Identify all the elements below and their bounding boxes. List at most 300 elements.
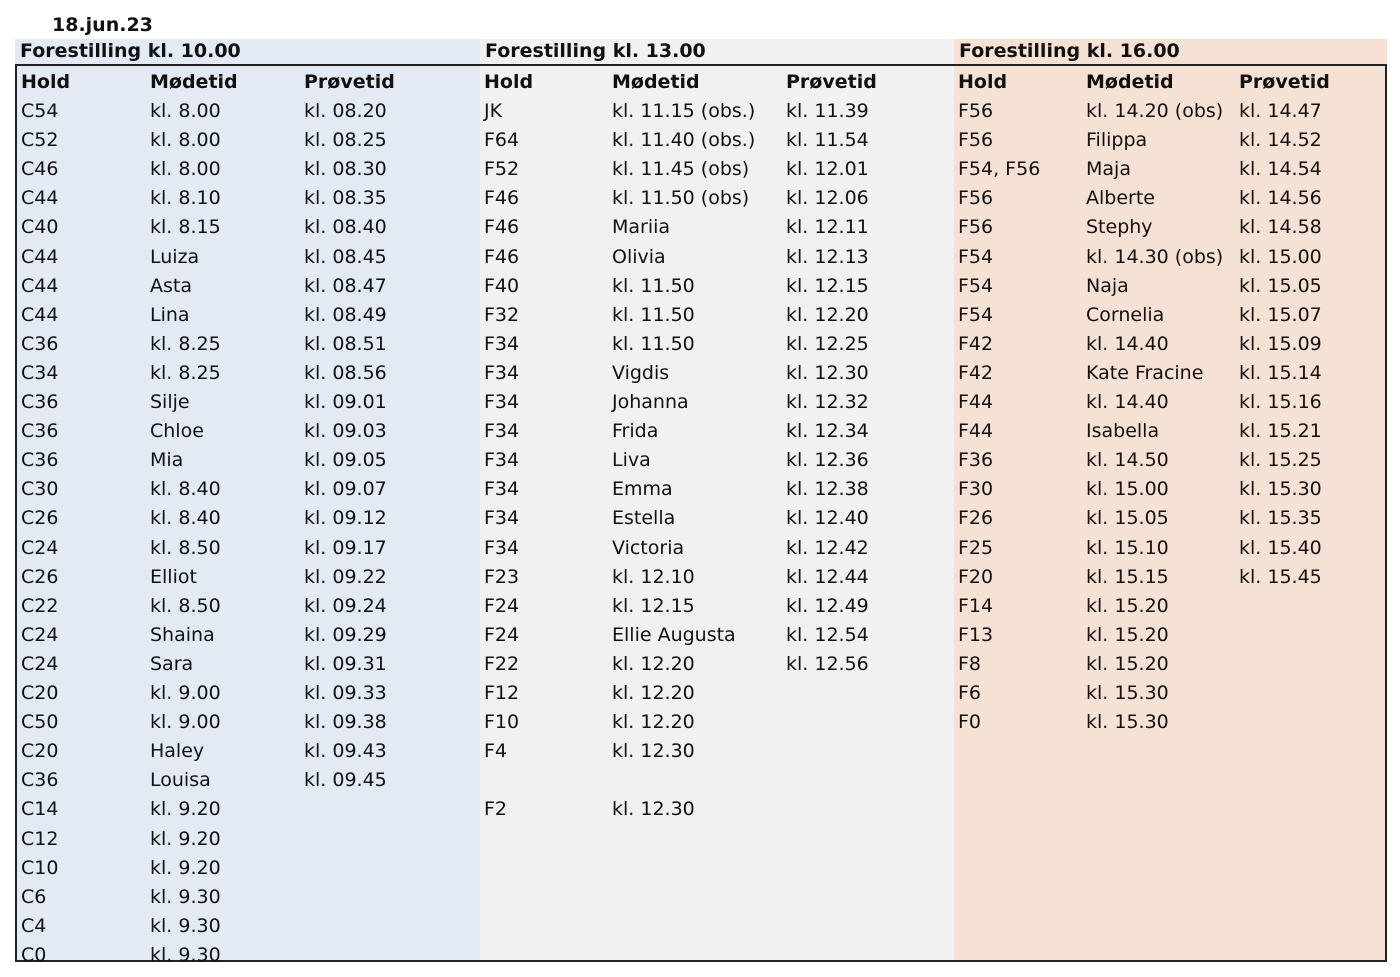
table-row (954, 446, 1385, 475)
hold-cell: F46 (484, 187, 520, 210)
table-row (954, 126, 1385, 155)
hold-cell: C6 (21, 885, 47, 908)
hold-cell: F44 (958, 420, 994, 443)
hold-cell: C54 (21, 100, 59, 122)
provetid-cell: kl. 12.25 (786, 332, 869, 355)
hold-cell: C50 (21, 711, 59, 734)
modetid-cell: kl. 9.30 (150, 914, 221, 937)
hold-cell: C14 (21, 798, 59, 821)
modetid-cell: kl. 9.20 (150, 856, 221, 879)
provetid-cell: kl. 15.05 (1239, 274, 1322, 297)
hold-cell: C4 (21, 914, 47, 937)
modetid-cell: kl. 11.50 (obs) (612, 187, 750, 210)
modetid-cell: kl. 8.25 (150, 332, 221, 355)
provetid-cell: kl. 15.16 (1239, 391, 1322, 413)
table-row (954, 213, 1385, 242)
header-hold: Hold (958, 71, 1008, 93)
hold-cell: C0 (21, 943, 47, 966)
provetid-cell: kl. 12.38 (786, 478, 869, 501)
provetid-cell: kl. 09.07 (304, 478, 387, 501)
hold-cell: C26 (21, 507, 59, 530)
hold-cell: F2 (484, 798, 508, 821)
hold-cell: F40 (484, 274, 520, 297)
hold-cell: C34 (21, 361, 59, 384)
provetid-cell: kl. 15.30 (1239, 478, 1322, 501)
hold-cell: C40 (21, 216, 59, 239)
modetid-cell: kl. 8.00 (150, 158, 221, 181)
header-provetid: Prøvetid (1239, 71, 1330, 93)
table-row (954, 388, 1385, 417)
provetid-cell: kl. 12.15 (786, 274, 869, 297)
table-row (480, 708, 954, 737)
hold-cell: F64 (484, 129, 520, 152)
modetid-cell: Johanna (612, 391, 689, 413)
hold-cell: C20 (21, 682, 59, 704)
modetid-cell: kl. 8.40 (150, 507, 221, 530)
header-hold: Hold (21, 71, 71, 93)
modetid-cell: kl. 15.10 (1086, 536, 1169, 559)
modetid-cell: Maja (1086, 158, 1131, 181)
table-row (17, 650, 480, 679)
schedule-section-1600 (954, 64, 1387, 962)
hold-cell: C26 (21, 565, 59, 588)
provetid-cell: kl. 08.20 (304, 100, 387, 122)
table-row (480, 243, 954, 272)
table-row (954, 417, 1385, 446)
modetid-cell: kl. 15.30 (1086, 711, 1169, 734)
table-row (17, 272, 480, 301)
hold-cell: F34 (484, 507, 520, 530)
provetid-cell: kl. 12.32 (786, 391, 869, 413)
modetid-cell: kl. 14.40 (1086, 391, 1169, 413)
modetid-cell: kl. 15.20 (1086, 623, 1169, 646)
hold-cell: F14 (958, 594, 994, 617)
modetid-cell: kl. 9.20 (150, 827, 221, 850)
hold-cell: F56 (958, 216, 994, 239)
hold-cell: C46 (21, 158, 59, 181)
hold-cell: F0 (958, 711, 982, 734)
provetid-cell: kl. 12.36 (786, 449, 869, 472)
modetid-cell: kl. 8.15 (150, 216, 221, 239)
hold-cell: C10 (21, 856, 59, 879)
hold-cell: C36 (21, 391, 59, 413)
provetid-cell: kl. 09.05 (304, 449, 387, 472)
table-row (480, 563, 954, 592)
provetid-cell: kl. 15.45 (1239, 565, 1322, 588)
schedule-section-1000 (15, 64, 482, 966)
modetid-cell: Louisa (150, 769, 211, 792)
hold-cell: F8 (958, 652, 982, 675)
modetid-cell: kl. 15.15 (1086, 565, 1169, 588)
provetid-cell: kl. 15.00 (1239, 245, 1322, 268)
table-row (954, 243, 1385, 272)
table-row (17, 941, 480, 970)
provetid-cell: kl. 12.54 (786, 623, 869, 646)
section-title-1300: Forestilling kl. 13.00 (480, 39, 956, 64)
hold-cell: C36 (21, 420, 59, 443)
modetid-cell: kl. 8.00 (150, 100, 221, 122)
table-row (17, 679, 480, 708)
hold-cell: F54 (958, 303, 994, 326)
header-provetid: Prøvetid (786, 71, 877, 93)
provetid-cell: kl. 12.42 (786, 536, 869, 559)
modetid-cell: kl. 12.15 (612, 594, 695, 617)
modetid-cell: Stephy (1086, 216, 1153, 239)
table-row (17, 475, 480, 504)
modetid-cell: kl. 12.30 (612, 740, 695, 763)
table-row (17, 621, 480, 650)
modetid-cell: Sara (150, 652, 194, 675)
modetid-cell: Shaina (150, 623, 215, 646)
modetid-cell: kl. 9.20 (150, 798, 221, 821)
table-row (480, 534, 954, 563)
modetid-cell: Olivia (612, 245, 666, 268)
table-row (17, 912, 480, 941)
table-row (954, 330, 1385, 359)
hold-cell: F46 (484, 216, 520, 239)
modetid-cell: Naja (1086, 274, 1129, 297)
table-row (17, 854, 480, 883)
provetid-cell: kl. 09.43 (304, 740, 387, 763)
table-row (954, 592, 1385, 621)
header-modetid: Mødetid (1086, 71, 1174, 93)
header-modetid: Mødetid (150, 71, 238, 93)
modetid-cell: Estella (612, 507, 676, 530)
table-row (17, 446, 480, 475)
modetid-cell: kl. 11.50 (612, 332, 695, 355)
modetid-cell: kl. 14.50 (1086, 449, 1169, 472)
provetid-cell: kl. 12.44 (786, 565, 869, 588)
hold-cell: F25 (958, 536, 994, 559)
table-row (17, 795, 480, 824)
table-row (17, 243, 480, 272)
hold-cell: F54, F56 (958, 158, 1041, 181)
provetid-cell: kl. 15.35 (1239, 507, 1322, 530)
table-row (954, 563, 1385, 592)
hold-cell: C44 (21, 274, 59, 297)
table-row (17, 563, 480, 592)
hold-cell: F34 (484, 536, 520, 559)
table-row (17, 504, 480, 533)
hold-cell: C24 (21, 536, 59, 559)
provetid-cell: kl. 12.11 (786, 216, 869, 239)
provetid-cell: kl. 12.13 (786, 245, 869, 268)
modetid-cell: kl. 12.20 (612, 652, 695, 675)
table-row (480, 650, 954, 679)
hold-cell: F34 (484, 449, 520, 472)
hold-cell: F54 (958, 245, 994, 268)
modetid-cell: kl. 11.40 (obs.) (612, 129, 756, 152)
modetid-cell: kl. 15.00 (1086, 478, 1169, 501)
modetid-cell: kl. 15.05 (1086, 507, 1169, 530)
hold-cell: F34 (484, 361, 520, 384)
hold-cell: F56 (958, 129, 994, 152)
table-row (17, 825, 480, 854)
table-row (480, 679, 954, 708)
table-row (17, 301, 480, 330)
modetid-cell: Mia (150, 449, 184, 472)
modetid-cell: Lina (150, 303, 190, 326)
modetid-cell: kl. 9.30 (150, 943, 221, 966)
table-row (17, 330, 480, 359)
modetid-cell: Alberte (1086, 187, 1155, 210)
modetid-cell: Emma (612, 478, 673, 501)
hold-cell: F42 (958, 332, 994, 355)
modetid-cell: kl. 9.30 (150, 885, 221, 908)
provetid-cell: kl. 09.31 (304, 652, 387, 675)
hold-cell: C44 (21, 187, 59, 210)
hold-cell: C22 (21, 594, 59, 617)
hold-cell: F20 (958, 565, 994, 588)
modetid-cell: Mariia (612, 216, 671, 239)
hold-cell: F46 (484, 245, 520, 268)
table-row (480, 475, 954, 504)
hold-cell: F34 (484, 391, 520, 413)
provetid-cell: kl. 09.22 (304, 565, 387, 588)
hold-cell: F30 (958, 478, 994, 501)
table-row (954, 155, 1385, 184)
hold-cell: F6 (958, 682, 982, 704)
table-row (17, 126, 480, 155)
table-row (480, 592, 954, 621)
table-row (954, 708, 1385, 737)
sheet-date: 18.jun.23 (52, 14, 153, 36)
modetid-cell: kl. 15.30 (1086, 682, 1169, 704)
hold-cell: F36 (958, 449, 994, 472)
provetid-cell: kl. 09.38 (304, 711, 387, 734)
hold-cell: C30 (21, 478, 59, 501)
modetid-cell: kl. 14.40 (1086, 332, 1169, 355)
hold-cell: C12 (21, 827, 59, 850)
table-row (480, 388, 954, 417)
table-row (480, 446, 954, 475)
modetid-cell: Cornelia (1086, 303, 1165, 326)
table-row (954, 272, 1385, 301)
provetid-cell: kl. 15.14 (1239, 361, 1322, 384)
modetid-cell: kl. 12.20 (612, 682, 695, 704)
hold-cell: F52 (484, 158, 520, 181)
provetid-cell: kl. 08.25 (304, 129, 387, 152)
provetid-cell: kl. 08.51 (304, 332, 387, 355)
hold-cell: F4 (484, 740, 508, 763)
modetid-cell: Asta (150, 274, 192, 297)
provetid-cell: kl. 12.56 (786, 652, 869, 675)
table-row (480, 301, 954, 330)
modetid-cell: kl. 8.25 (150, 361, 221, 384)
modetid-cell: Victoria (612, 536, 685, 559)
table-row (480, 766, 954, 795)
hold-cell: F56 (958, 187, 994, 210)
provetid-cell: kl. 09.24 (304, 594, 387, 617)
table-row (954, 504, 1385, 533)
provetid-cell: kl. 09.45 (304, 769, 387, 792)
table-row (954, 97, 1385, 126)
provetid-cell: kl. 14.47 (1239, 100, 1322, 122)
modetid-cell: Ellie Augusta (612, 623, 736, 646)
table-row (480, 417, 954, 446)
modetid-cell: kl. 15.20 (1086, 594, 1169, 617)
hold-cell: C44 (21, 303, 59, 326)
header-modetid: Mødetid (612, 71, 700, 93)
modetid-cell: kl. 12.20 (612, 711, 695, 734)
hold-cell: F13 (958, 623, 994, 646)
header-row (17, 68, 480, 97)
modetid-cell: Elliot (150, 565, 197, 588)
table-row (17, 592, 480, 621)
table-row (17, 97, 480, 126)
modetid-cell: kl. 9.00 (150, 711, 221, 734)
hold-cell: F22 (484, 652, 520, 675)
hold-cell: F44 (958, 391, 994, 413)
provetid-cell: kl. 14.58 (1239, 216, 1322, 239)
table-row (480, 155, 954, 184)
modetid-cell: Frida (612, 420, 659, 443)
provetid-cell: kl. 12.40 (786, 507, 869, 530)
hold-cell: F34 (484, 332, 520, 355)
modetid-cell: kl. 8.00 (150, 129, 221, 152)
provetid-cell: kl. 11.54 (786, 129, 869, 152)
modetid-cell: kl. 8.40 (150, 478, 221, 501)
table-row (17, 213, 480, 242)
table-row (17, 708, 480, 737)
table-row (17, 184, 480, 213)
hold-cell: F34 (484, 478, 520, 501)
hold-cell: F32 (484, 303, 520, 326)
modetid-cell: kl. 8.50 (150, 594, 221, 617)
hold-cell: F54 (958, 274, 994, 297)
hold-cell: F12 (484, 682, 520, 704)
provetid-cell: kl. 08.45 (304, 245, 387, 268)
provetid-cell: kl. 09.03 (304, 420, 387, 443)
table-row (480, 213, 954, 242)
header-row (954, 68, 1385, 97)
table-row (480, 184, 954, 213)
modetid-cell: kl. 8.10 (150, 187, 221, 210)
table-row (17, 883, 480, 912)
provetid-cell: kl. 12.34 (786, 420, 869, 443)
hold-cell: F10 (484, 711, 520, 734)
modetid-cell: kl. 11.50 (612, 274, 695, 297)
hold-cell: F34 (484, 420, 520, 443)
hold-cell: C24 (21, 623, 59, 646)
modetid-cell: kl. 11.50 (612, 303, 695, 326)
provetid-cell: kl. 12.30 (786, 361, 869, 384)
table-row (954, 475, 1385, 504)
provetid-cell: kl. 08.49 (304, 303, 387, 326)
modetid-cell: Silje (150, 391, 190, 413)
provetid-cell: kl. 12.49 (786, 594, 869, 617)
hold-cell: F56 (958, 100, 994, 122)
table-row (480, 504, 954, 533)
hold-cell: C20 (21, 740, 59, 763)
table-row (480, 97, 954, 126)
table-row (480, 621, 954, 650)
table-row (17, 155, 480, 184)
modetid-cell: kl. 11.15 (obs.) (612, 100, 756, 122)
provetid-cell: kl. 11.39 (786, 100, 869, 122)
hold-cell: C24 (21, 652, 59, 675)
table-row (17, 766, 480, 795)
header-row (480, 68, 954, 97)
provetid-cell: kl. 15.09 (1239, 332, 1322, 355)
provetid-cell: kl. 08.30 (304, 158, 387, 181)
modetid-cell: Luiza (150, 245, 200, 268)
schedule-section-1300 (480, 64, 956, 962)
table-row (954, 534, 1385, 563)
provetid-cell: kl. 09.12 (304, 507, 387, 530)
provetid-cell: kl. 14.52 (1239, 129, 1322, 152)
provetid-cell: kl. 08.56 (304, 361, 387, 384)
provetid-cell: kl. 12.20 (786, 303, 869, 326)
table-row (17, 737, 480, 766)
table-row (954, 184, 1385, 213)
provetid-cell: kl. 15.07 (1239, 303, 1322, 326)
provetid-cell: kl. 09.33 (304, 682, 387, 704)
table-row (480, 272, 954, 301)
provetid-cell: kl. 14.56 (1239, 187, 1322, 210)
provetid-cell: kl. 09.29 (304, 623, 387, 646)
header-hold: Hold (484, 71, 534, 93)
provetid-cell: kl. 08.40 (304, 216, 387, 239)
table-row (954, 679, 1385, 708)
table-row (17, 359, 480, 388)
hold-cell: C36 (21, 769, 59, 792)
provetid-cell: kl. 08.47 (304, 274, 387, 297)
modetid-cell: kl. 12.30 (612, 798, 695, 821)
table-row (954, 621, 1385, 650)
hold-cell: F24 (484, 594, 520, 617)
hold-cell: C36 (21, 332, 59, 355)
modetid-cell: kl. 14.20 (obs) (1086, 100, 1224, 122)
provetid-cell: kl. 12.06 (786, 187, 869, 210)
modetid-cell: Chloe (150, 420, 204, 443)
modetid-cell: kl. 12.10 (612, 565, 695, 588)
table-row (954, 301, 1385, 330)
hold-cell: JK (484, 100, 503, 122)
provetid-cell: kl. 14.54 (1239, 158, 1322, 181)
modetid-cell: Isabella (1086, 420, 1160, 443)
table-row (17, 388, 480, 417)
header-provetid: Prøvetid (304, 71, 395, 93)
hold-cell: C52 (21, 129, 59, 152)
section-title-1600: Forestilling kl. 16.00 (954, 39, 1387, 64)
modetid-cell: kl. 8.50 (150, 536, 221, 559)
hold-cell: F24 (484, 623, 520, 646)
table-row (954, 650, 1385, 679)
hold-cell: F42 (958, 361, 994, 384)
modetid-cell: kl. 15.20 (1086, 652, 1169, 675)
modetid-cell: kl. 11.45 (obs) (612, 158, 750, 181)
table-row (480, 359, 954, 388)
provetid-cell: kl. 08.35 (304, 187, 387, 210)
provetid-cell: kl. 15.21 (1239, 420, 1322, 443)
provetid-cell: kl. 12.01 (786, 158, 869, 181)
provetid-cell: kl. 09.01 (304, 391, 387, 413)
table-row (480, 795, 954, 824)
modetid-cell: Liva (612, 449, 651, 472)
table-row (480, 737, 954, 766)
provetid-cell: kl. 09.17 (304, 536, 387, 559)
modetid-cell: kl. 14.30 (obs) (1086, 245, 1224, 268)
table-row (480, 330, 954, 359)
modetid-cell: Filippa (1086, 129, 1148, 152)
table-row (17, 417, 480, 446)
table-row (17, 534, 480, 563)
provetid-cell: kl. 15.40 (1239, 536, 1322, 559)
hold-cell: F23 (484, 565, 520, 588)
table-row (480, 126, 954, 155)
modetid-cell: Haley (150, 740, 205, 763)
